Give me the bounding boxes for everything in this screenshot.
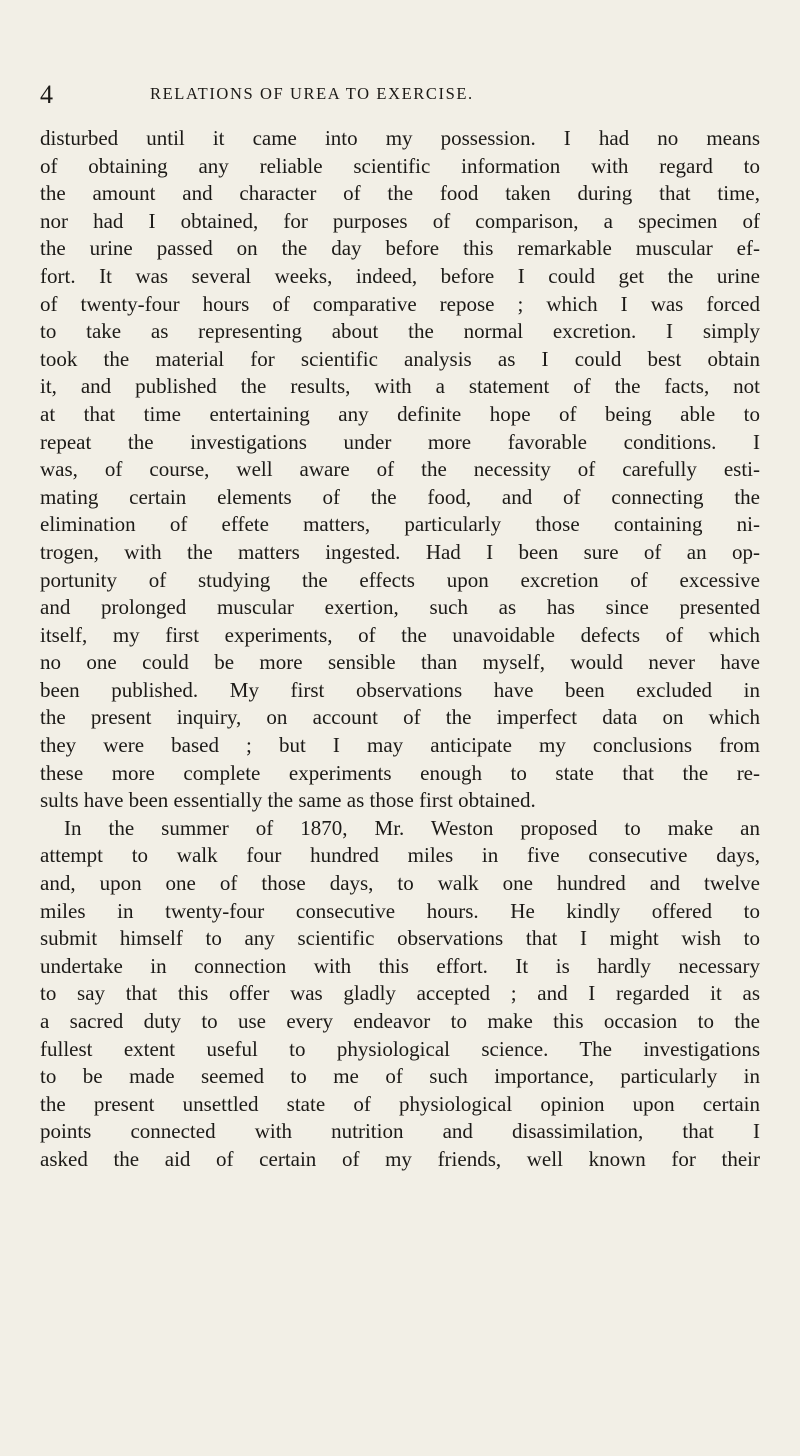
text-line: to say that this offer was gladly accepted ; and I regarded it as xyxy=(40,981,760,1006)
text-line: of twenty-four hours of comparative repose ; which I was forced xyxy=(40,291,760,316)
text-line: trogen, with the matters ingested. Had I been sure of an op- xyxy=(40,539,760,564)
text-line: to be made seemed to me of such importance, particularly in xyxy=(40,1064,760,1089)
text-line: took the material for scientific analysis as I could best obtain xyxy=(40,346,760,371)
text-line: and prolonged muscular exertion, such as has since presented xyxy=(40,595,760,620)
text-line: the urine passed on the day before this remarkable muscular ef- xyxy=(40,236,760,261)
text-line: undertake in connection with this effort. It is hardly necessary xyxy=(40,953,760,978)
text-line: asked the aid of certain of my friends, well known for their xyxy=(40,1146,760,1171)
text-line: at that time entertaining any definite hope of being able to xyxy=(40,401,760,426)
text-line: was, of course, well aware of the necessity of carefully esti- xyxy=(40,457,760,482)
text-line: disturbed until it came into my possession. I had no means xyxy=(40,126,760,150)
text-line: they were based ; but I may anticipate my conclusions from xyxy=(40,733,760,758)
text-line: the present unsettled state of physiological opinion upon certain xyxy=(40,1091,760,1116)
text-line: elimination of effete matters, particularly those containing ni- xyxy=(40,512,760,537)
page-header xyxy=(40,80,760,110)
text-line: fullest extent useful to physiological science. The investigations xyxy=(40,1036,760,1061)
text-line: miles in twenty-four consecutive hours. He kindly offered to xyxy=(40,898,760,923)
text-line: been published. My first observations have been excluded in xyxy=(40,677,760,702)
text-line: the amount and character of the food taken during that time, xyxy=(40,181,760,206)
text-line: In the summer of 1870, Mr. Weston proposed to make an xyxy=(64,815,760,840)
text-line: points connected with nutrition and disassimilation, that I xyxy=(40,1119,760,1144)
text-line: these more complete experiments enough to state that the re- xyxy=(40,760,760,785)
body-text xyxy=(40,125,760,1174)
text-line: no one could be more sensible than myself, would never have xyxy=(40,650,760,675)
page-number: 4 xyxy=(40,80,53,109)
running-head: RELATIONS OF UREA TO EXERCISE. xyxy=(150,84,474,103)
text-line: to take as representing about the normal excretion. I simply xyxy=(40,319,760,344)
text-line: submit himself to any scientific observations that I might wish to xyxy=(40,926,760,951)
text-line: of obtaining any reliable scientific information with regard to xyxy=(40,153,760,178)
text-line: it, and published the results, with a statement of the facts, not xyxy=(40,374,760,399)
text-line: repeat the investigations under more favorable conditions. I xyxy=(40,429,760,454)
text-line: attempt to walk four hundred miles in five consecutive days, xyxy=(40,843,760,868)
text-line: the present inquiry, on account of the imperfect data on which xyxy=(40,705,760,730)
text-line: fort. It was several weeks, indeed, before I could get the urine xyxy=(40,263,760,288)
text-line: a sacred duty to use every endeavor to make this occasion to the xyxy=(40,1009,760,1033)
text-line: and, upon one of those days, to walk one hundred and twelve xyxy=(40,871,760,896)
text-line: nor had I obtained, for purposes of comparison, a specimen of xyxy=(40,208,760,233)
text-line: portunity of studying the effects upon excretion of excessive xyxy=(40,567,760,592)
text-line: itself, my first experiments, of the unavoidable defects of which xyxy=(40,622,760,647)
text-line: sults have been essentially the same as those first obtained. xyxy=(40,788,536,813)
text-line: mating certain elements of the food, and of connecting the xyxy=(40,484,760,509)
